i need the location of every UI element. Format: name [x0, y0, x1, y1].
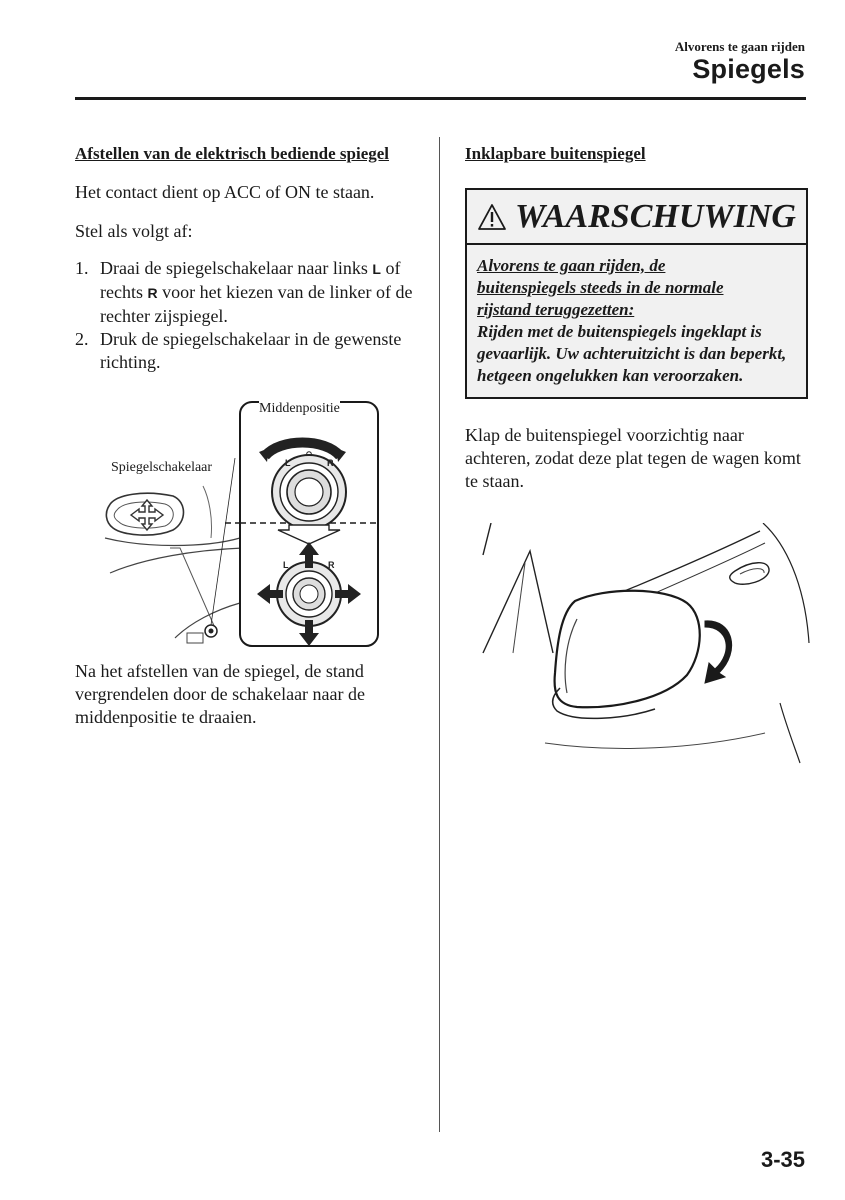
step-number: 2. — [75, 329, 89, 349]
page-title: Spiegels — [692, 54, 805, 84]
knob-label-r: R — [328, 560, 335, 570]
steps-list — [75, 257, 420, 374]
knob-label-l: L — [285, 458, 291, 468]
rotate-arrow-icon — [705, 621, 732, 683]
folding-mirror-heading: Inklapbare buitenspiegel — [465, 144, 646, 163]
step-1 — [75, 257, 420, 328]
step-2 — [75, 328, 420, 374]
right-symbol: R — [147, 285, 158, 301]
warning-line: rijstand teruggezetten: — [477, 300, 635, 319]
knob-label-r: R — [327, 458, 334, 468]
warning-line: Alvorens te gaan rijden, de — [477, 256, 666, 275]
step-text: of rechts — [100, 258, 401, 302]
warning-line: buitenspiegels steeds in de normale — [477, 278, 724, 297]
warning-title — [467, 190, 806, 245]
lock-instruction: Na het afstellen van de spiegel, de stand vergrendelen door de schakelaar naar de middenpositie te draaien. — [75, 661, 366, 727]
four-way-arrow-icon — [131, 500, 163, 530]
warning-body — [467, 245, 806, 397]
warning-triangle-icon — [477, 203, 507, 231]
step-text: Druk de spiegelschakelaar in de gewenste richting. — [100, 329, 402, 372]
warning-text: Rijden met de buitenspiegels ingeklapt is gevaarlijk. Uw achteruitzicht is dan beperkt, hetgeen ongelukken kan veroorzaken. — [477, 322, 787, 385]
mirror-switch-figure — [75, 398, 420, 652]
switch-label: Spiegelschakelaar — [111, 460, 213, 475]
left-symbol: L — [372, 261, 381, 277]
mirror-adjust-heading: Afstellen van de elektrisch bediende spiegel — [75, 144, 390, 163]
header-rule — [75, 97, 806, 100]
mirror-switch-illustration — [75, 398, 420, 652]
instruction-intro: Stel als volgt af: — [75, 221, 193, 241]
fold-instruction: Klap de buitenspiegel voorzichtig naar achteren, zodat deze plat tegen de wagen komt te staan. — [465, 425, 801, 491]
warning-title-text: WAARSCHUWING — [515, 197, 796, 235]
header-section: Alvorens te gaan rijden — [674, 39, 805, 54]
step-number: 1. — [75, 258, 89, 278]
left-column — [75, 144, 420, 729]
right-column — [465, 144, 810, 773]
step-text: Draai de spiegelschakelaar naar links — [100, 258, 368, 278]
ignition-note: Het contact dient op ACC of ON te staan. — [75, 182, 375, 202]
folded-mirror-housing — [555, 591, 700, 708]
folding-mirror-figure — [465, 523, 810, 773]
folding-mirror-illustration — [465, 523, 810, 773]
page-number: 3-35 — [760, 1147, 805, 1172]
knob-label-l: L — [283, 560, 289, 570]
warning-box — [465, 188, 808, 399]
center-position-label: Middenpositie — [259, 401, 340, 416]
step-text: voor het kiezen van de linker of de rechter zijspiegel. — [100, 282, 413, 326]
column-divider — [439, 137, 440, 1132]
